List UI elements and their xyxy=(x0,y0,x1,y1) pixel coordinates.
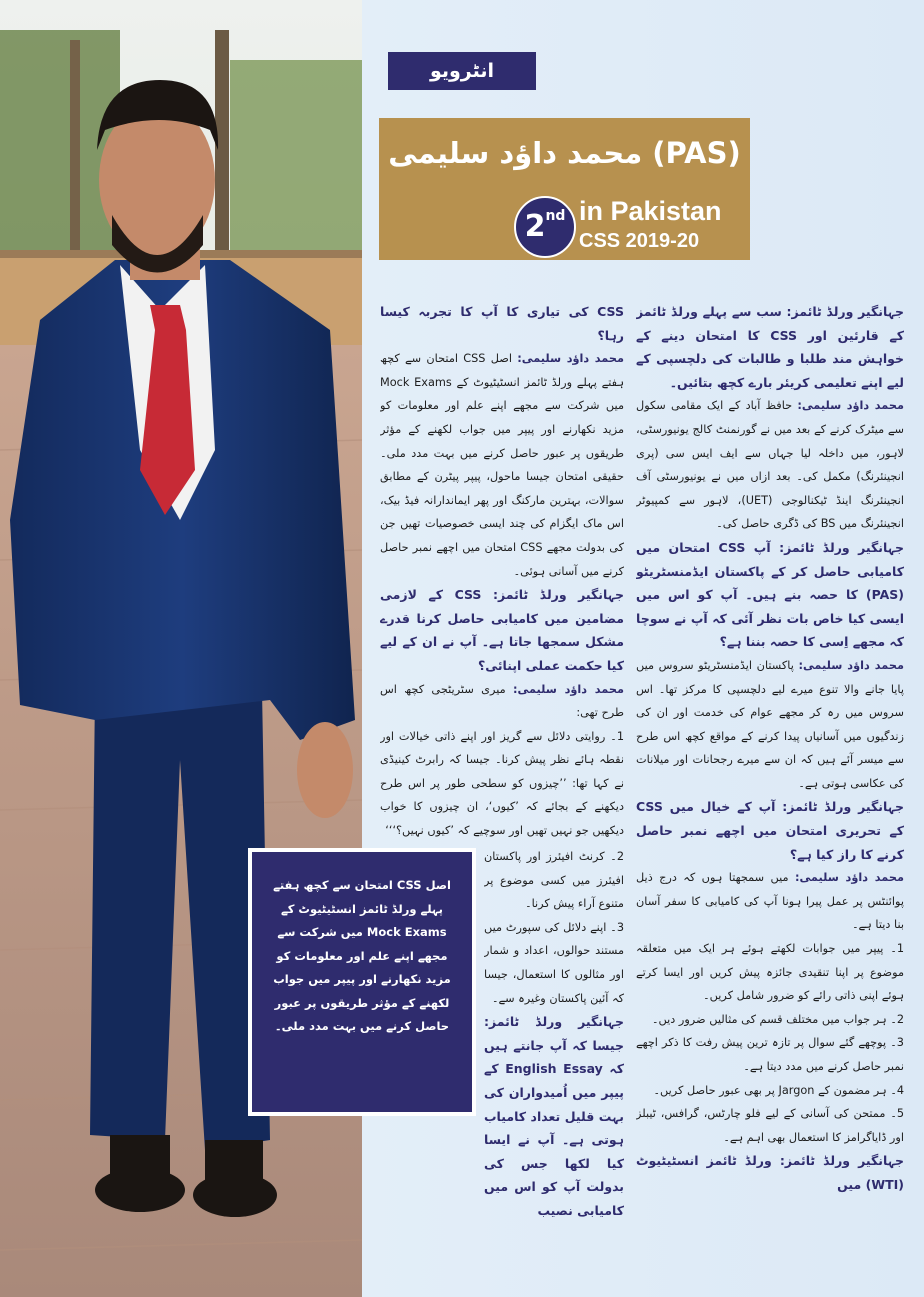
interview-answer xyxy=(636,866,904,937)
answer-speaker: محمد داؤد سلیمی: xyxy=(513,682,624,696)
rank-badge xyxy=(514,196,576,258)
answer-paragraph: 5۔ ممتحن کی آسانی کے لیے فلو چارٹس، گرافس، ٹیبلز اور ڈایاگرامز کا استعمال بھی اہم ہے۔ xyxy=(636,1107,904,1144)
rank-number: 2 xyxy=(524,209,546,244)
answer-text: اصل CSS امتحان سے کچھ ہفتے پہلے ورلڈ ٹائمز انسٹیٹیوٹ کے Mock Exams میں شرکت سے مجھے اپنے علم اور معلومات کو مزید نکھارنے اور پیپر میں جواب لکھنے کے مؤثر طریقوں پر عبور حاصل کرنے میں بہت مدد ملی۔ حقیقی امتحان جیسا ماحول، پیپر پیٹرن کے مطابق سوالات، بہترین مارکنگ اور پھر ایماندارانہ فیڈ بیک، اس ماک ایگزام کی چند ایسی خصوصیات تھیں جن کی بدولت مجھے CSS امتحان میں اچھے نمبر حاصل کرنے میں آسانی ہوئی۔ xyxy=(380,352,624,578)
article-column-middle xyxy=(380,300,624,845)
interview-question: CSS کی تیاری کا آپ کا تجربہ کیسا رہا؟ xyxy=(380,304,624,343)
interview-question: جہانگیر ورلڈ ٹائمز: جیسا کہ آپ جانتے ہیں کہ English Essay کے پیپر میں اُمیدواران کی بہت قلیل تعداد کامیاب ہوتی ہے۔ آپ نے ایسا کیا لکھا جس کی بدولت آپ کو اس میں کامیابی نصیب xyxy=(484,1014,624,1218)
answer-paragraph: 2۔ ہر جواب میں مختلف قسم کی مثالیں ضرور دیں۔ xyxy=(651,1012,904,1026)
article-column-middle-lower xyxy=(484,845,624,1285)
answer-paragraph: 3۔ اپنے دلائل کی سپورٹ میں مستند حوالوں، اعداد و شمار اور مثالوں کا استعمال، جیسا کہ آئین پاکستان وغیرہ سے۔ xyxy=(484,920,624,1005)
answer-paragraph: 3۔ پوچھے گئے سوال پر تازہ ترین پیش رفت کا ذکر اچھے نمبر حاصل کرنے میں مدد دیتا ہے۔ xyxy=(636,1036,904,1073)
answer-text: حافظ آباد کے ایک مقامی سکول سے میٹرک کرنے کے بعد میں نے گورنمنٹ کالج یونیورسٹی، لاہور، میں داخلہ لیا جہاں سے ایف ایس سی (پری انجینئرنگ) مکمل کی۔ بعد ازاں میں نے یونیورسٹی آف انجینئرنگ اینڈ ٹیکنالوجی (UET)، لاہور سے کمپیوٹر انجینئرنگ میں BS کی ڈگری حاصل کی۔ xyxy=(636,399,904,531)
answer-text: میں سمجھتا ہوں کہ درج ذیل پوائنٹس پر عمل پیرا ہونا آپ کی کامیابی کا سفر آسان بنا دیتا ہے۔ xyxy=(636,871,904,932)
answer-text: میری سٹریٹجی کچھ اس طرح تھی: xyxy=(380,682,624,720)
rank-suffix: nd xyxy=(545,208,566,224)
interview-question: جہانگیر ورلڈ ٹائمز: سب سے پہلے ورلڈ ٹائمز کے قارئین اور CSS کا امتحان دینے کے خواہش مند طلبا و طالبات کی دلچسپی کے لیے اپنے تعلیمی کریئر بارے کچھ بتائیں۔ xyxy=(636,304,904,390)
section-label: انٹرویو xyxy=(388,52,536,90)
interview-answer xyxy=(636,394,904,536)
interview-answer xyxy=(380,347,624,583)
title-box xyxy=(379,118,750,260)
answer-paragraph: 1۔ روایتی دلائل سے گریز اور اپنے ذاتی خیالات اور نقطہ ہائے نظر پیش کرنا۔ جیسا کہ رابرٹ کینیڈی نے کہا تھا: ’’چیزوں کو سطحی طور پر اس طرح دیکھنے کے بجائے کہ ’کیوں‘، ان چیزوں کا خواب دیکھیں جو نہیں تھیں اور سوچیے کہ ’کیوں نہیں؟‘‘‘ xyxy=(380,729,624,838)
interview-question: جہانگیر ورلڈ ٹائمز: آپ کے خیال میں CSS کے تحریری امتحان میں اچھے نمبر حاصل کرنے کا راز کیا ہے؟ xyxy=(636,799,904,862)
answer-speaker: محمد داؤد سلیمی: xyxy=(794,871,904,885)
answer-text: پاکستان ایڈمنسٹریٹو سروس میں پایا جانے والا تنوع میرے لیے دلچسپی کا مرکز تھا۔ اس سروس میں رہ کر مجھے عوام کی خدمت اور ان کی زندگیوں میں آسانیاں پیدا کرنے کے مواقع کچھ اس طرح سے میسر آئے ہیں کہ ان سے میرے رجحانات اور میلانات کی عکاسی ہوتی ہے۔ xyxy=(636,658,904,790)
exam-year: CSS 2019-20 xyxy=(579,230,700,252)
answer-speaker: محمد داؤد سلیمی: xyxy=(797,399,904,413)
interview-answer xyxy=(636,654,904,796)
answer-paragraph: 4۔ ہر مضمون کے Jargon پر بھی عبور حاصل کریں۔ xyxy=(653,1083,904,1097)
interviewee-name: محمد داؤد سلیمی (PAS) xyxy=(388,136,741,170)
interview-question: جہانگیر ورلڈ ٹائمز: ورلڈ ٹائمز انسٹیٹیوٹ (WTI) میں xyxy=(636,1153,904,1192)
pull-quote: اصل CSS امتحان سے کچھ ہفتے پہلے ورلڈ ٹائمز انسٹیٹیوٹ کے Mock Exams میں شرکت سے مجھے اپنے علم اور معلومات کو مزید نکھارنے اور پیپر میں جواب لکھنے کے مؤثر طریقوں پر عبور حاصل کرنے میں بہت مدد ملی۔ xyxy=(248,848,476,1116)
answer-paragraph: 1۔ پیپر میں جوابات لکھتے ہوئے ہر ایک میں متعلقہ موضوع پر اپنا تنقیدی جائزہ پیش کریں اور ایسا کرتے ہوئے اپنی ذاتی رائے کو ضرور شامل کریں۔ xyxy=(636,942,904,1003)
answer-paragraph: 2۔ کرنٹ افیئرز اور پاکستان افیئرز میں کسی موضوع پر متنوع آراء پیش کرنا۔ xyxy=(484,850,624,911)
rank-text: in Pakistan xyxy=(579,196,722,226)
interview-question: جہانگیر ورلڈ ٹائمز: آپ CSS امتحان میں کامیابی حاصل کر کے پاکستان ایڈمنسٹریٹو (PAS) کا حصہ بنے ہیں۔ آپ کو اس میں ایسی کیا خاص بات نظر آئی کہ آپ نے سوچا کہ مجھے اِسی کا حصہ بننا ہے؟ xyxy=(636,539,904,650)
answer-speaker: محمد داؤد سلیمی: xyxy=(798,658,904,672)
article-column-right xyxy=(636,300,904,1290)
interview-question: جہانگیر ورلڈ ٹائمز: CSS کے لازمی مضامین میں کامیابی حاصل کرنا قدرے مشکل سمجھا جاتا ہے۔ آپ نے ان کے لیے کیا حکمت عملی اپنائی؟ xyxy=(380,587,624,673)
interview-answer xyxy=(380,678,624,725)
answer-speaker: محمد داؤد سلیمی: xyxy=(517,352,624,366)
